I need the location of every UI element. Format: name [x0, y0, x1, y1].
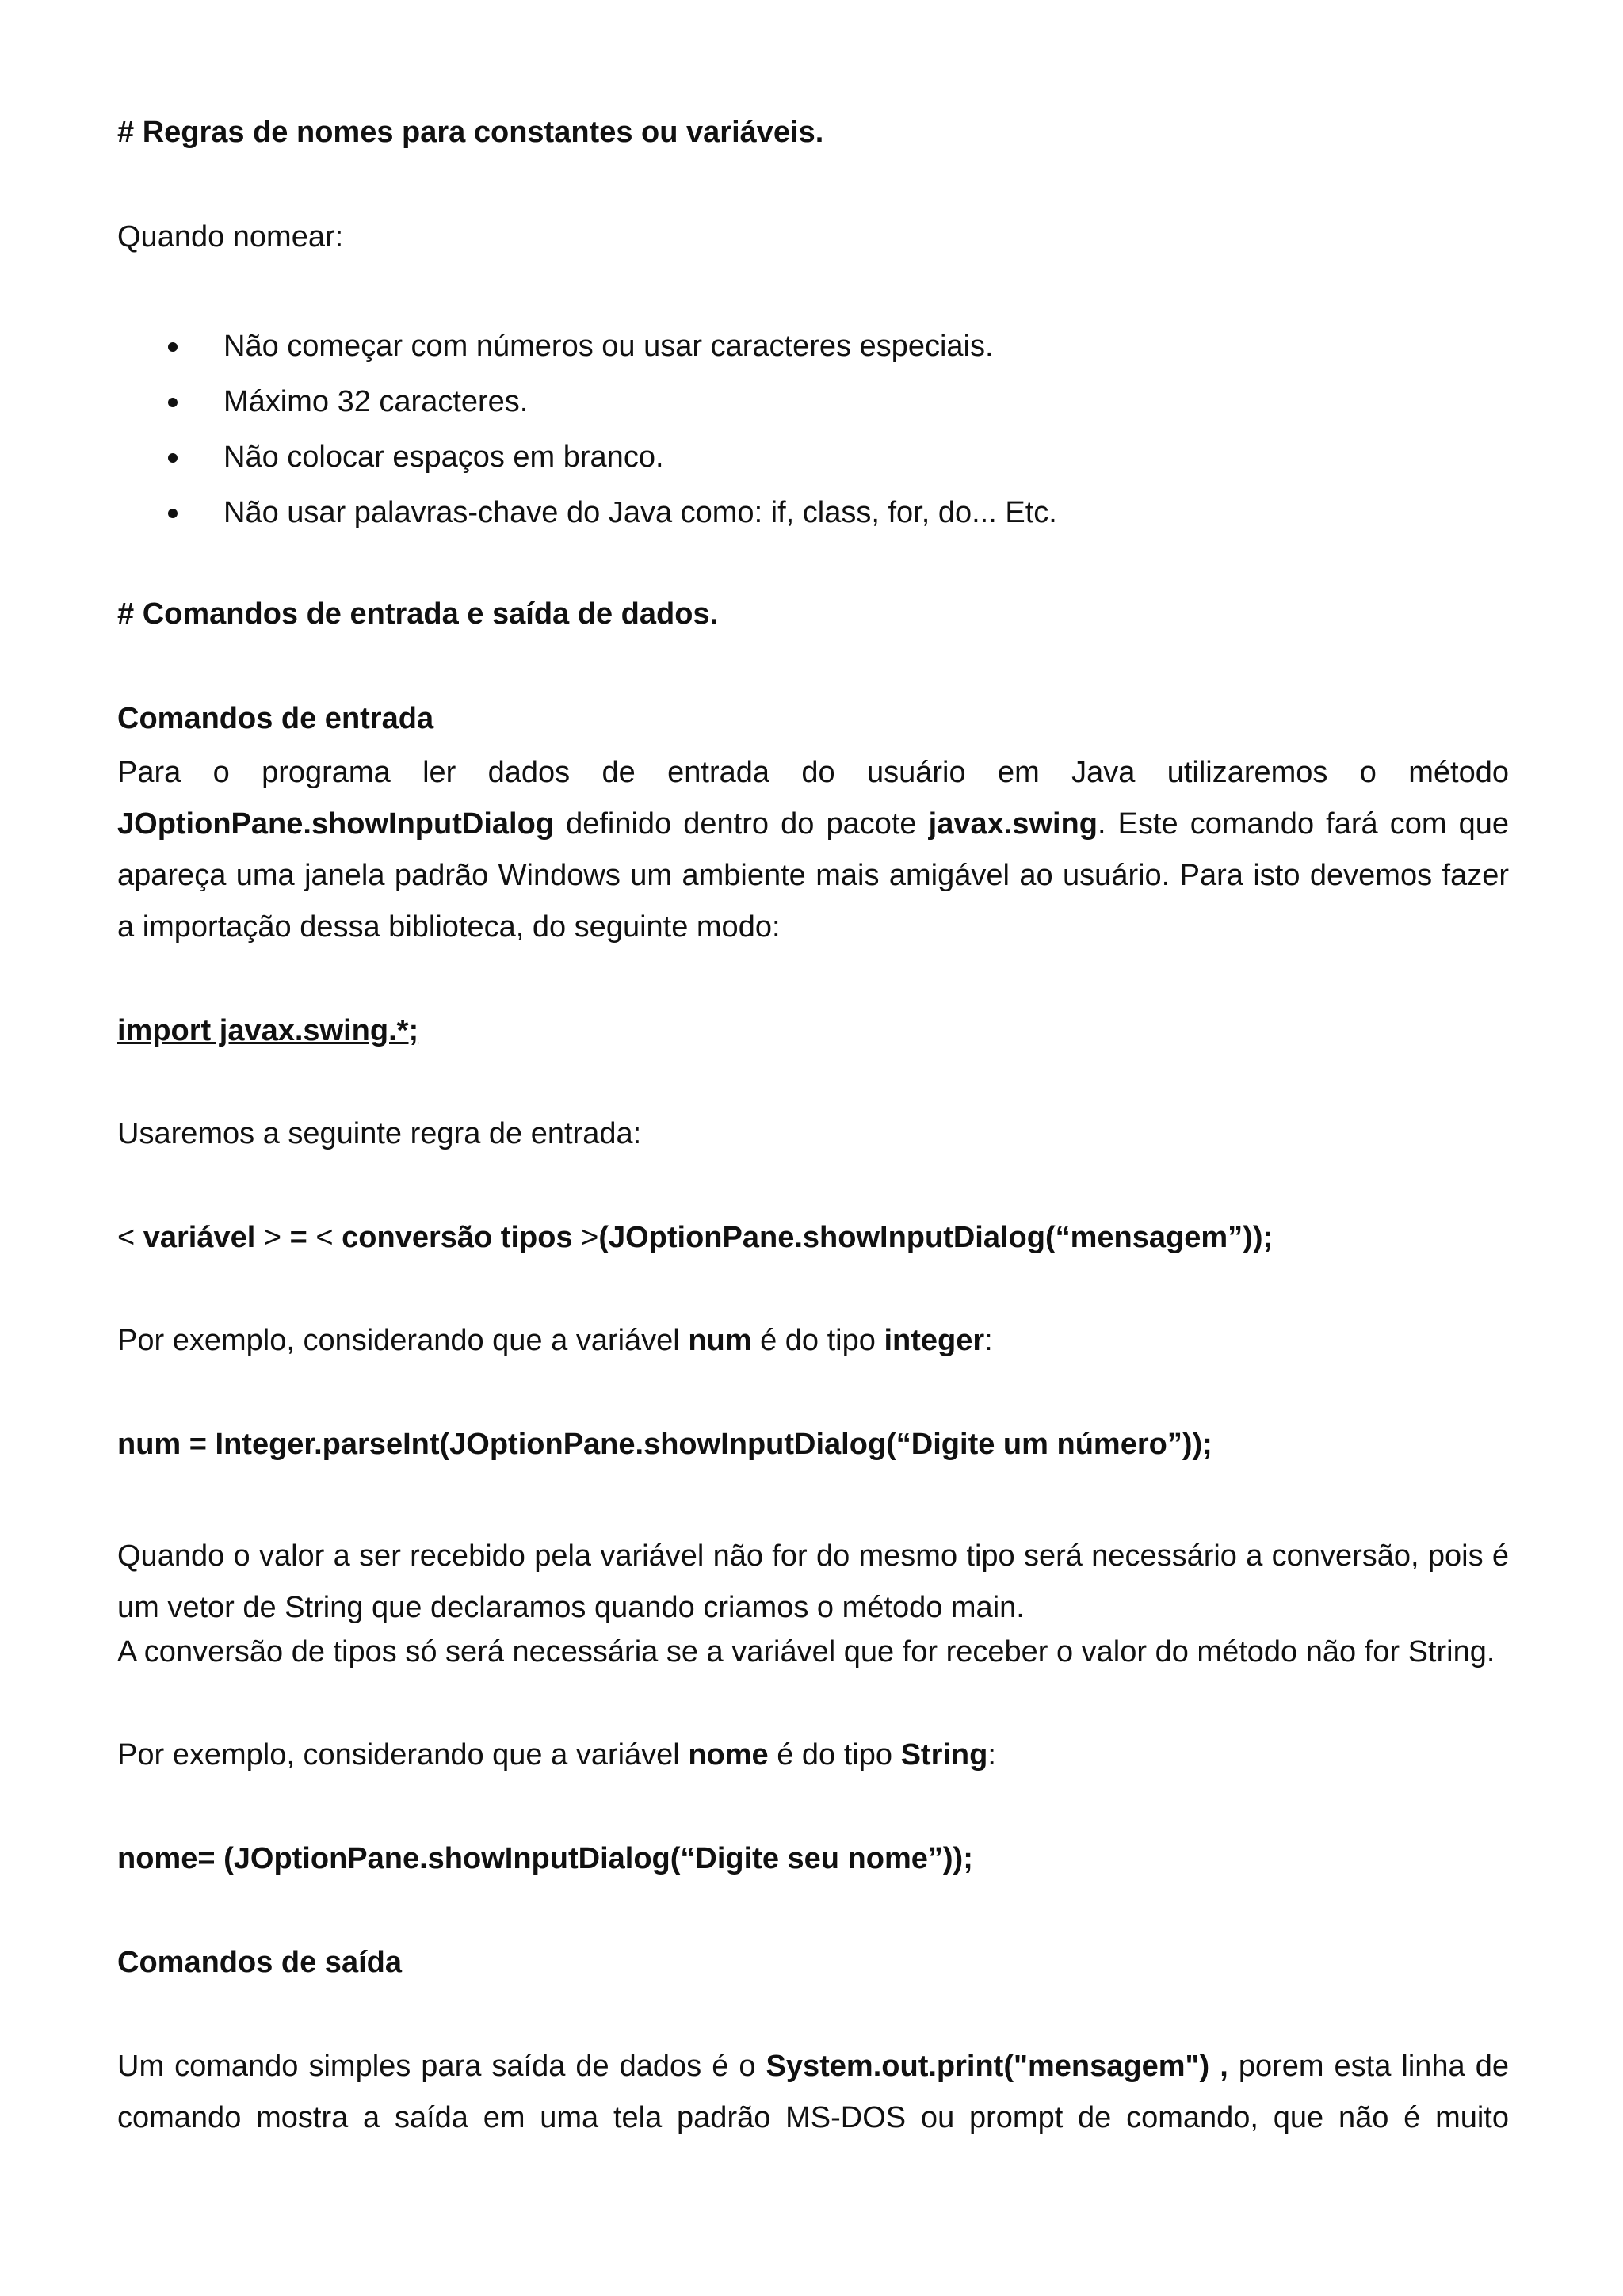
text-run: Para o programa ler dados de entrada do usuário em Java utilizaremos o método: [117, 756, 1509, 789]
text-run: Um comando simples para saída de dados é o: [117, 2050, 766, 2083]
list-item: [117, 374, 1057, 429]
list-item: [117, 318, 1057, 374]
list-item-text: Máximo 32 caracteres.: [223, 385, 529, 418]
package-name: javax.swing: [928, 807, 1098, 841]
import-statement: import javax.swing.*;: [117, 1014, 419, 1047]
heading-naming-rules: # Regras de nomes para constantes ou variáveis.: [117, 116, 824, 149]
list-item: [117, 429, 1057, 485]
input-rule-syntax: [117, 1221, 1509, 1255]
text-run: :: [984, 1324, 993, 1357]
list-item-text: Não usar palavras-chave do Java como: if, class, for, do... Etc.: [223, 496, 1057, 529]
rule-intro: Usaremos a seguinte regra de entrada:: [117, 1117, 642, 1150]
input-commands-paragraph: [117, 747, 1509, 953]
bullet-icon: [168, 342, 178, 352]
text-run: >: [572, 1221, 599, 1254]
text-run: integer: [884, 1324, 985, 1357]
heading-io-commands: # Comandos de entrada e saída de dados.: [117, 597, 719, 631]
subheading-output-commands: Comandos de saída: [117, 1946, 402, 1979]
conversion-paragraph: Quando o valor a ser recebido pela variável não for do mesmo tipo será necessário a conversão, pois é um vetor de String que declaramos quando criamos o método main.: [117, 1539, 1509, 1624]
conversion-note: A conversão de tipos só será necessária se a variável que for receber o valor do método não for String.: [117, 1635, 1495, 1669]
naming-intro: Quando nomear:: [117, 220, 344, 254]
text-run: <: [117, 1221, 143, 1254]
text-run: definido dentro do pacote: [554, 807, 929, 841]
bullet-icon: [168, 509, 178, 518]
text-run: nome: [688, 1738, 769, 1772]
text-run: num: [688, 1324, 752, 1357]
code-example-nome: nome= (JOptionPane.showInputDialog(“Digite seu nome”));: [117, 1842, 973, 1875]
method-name: JOptionPane.showInputDialog: [117, 807, 554, 841]
method-name: System.out.print("mensagem") ,: [766, 2050, 1228, 2083]
text-run: Por exemplo, considerando que a variável: [117, 1738, 689, 1772]
text-run: =: [289, 1221, 307, 1254]
text-run: é do tipo: [768, 1738, 901, 1772]
bullet-icon: [168, 453, 178, 463]
text-run: <: [307, 1221, 342, 1254]
text-run: variável: [143, 1221, 256, 1254]
text-run: é do tipo: [751, 1324, 884, 1357]
text-run: . Este comando fará com que apareça uma janela padrão Windows um ambiente mais amigável ao usuário. Para isto devemos fazer a importação dessa biblioteca, do seguinte modo:: [117, 807, 1509, 944]
code-example-num: num = Integer.parseInt(JOptionPane.showInputDialog(“Digite um número”));: [117, 1428, 1212, 1461]
text-run: String: [900, 1738, 988, 1772]
list-item-text: Não colocar espaços em branco.: [223, 441, 664, 474]
bullet-icon: [168, 398, 178, 407]
text-run: conversão tipos: [342, 1221, 573, 1254]
list-item-text: Não começar com números ou usar caracteres especiais.: [223, 330, 994, 363]
example-num-intro: [117, 1324, 1509, 1358]
subheading-input-commands: Comandos de entrada: [117, 702, 434, 735]
output-commands-paragraph: [117, 2041, 1509, 2144]
naming-rules-list: [117, 318, 1057, 540]
text-run: (JOptionPane.showInputDialog(“mensagem”));: [598, 1221, 1274, 1254]
text-run: :: [987, 1738, 996, 1772]
list-item: [117, 485, 1057, 540]
text-run: porem esta linha de comando mostra a saída em uma tela padrão MS-DOS ou prompt de comando, que não é muito: [117, 2050, 1509, 2134]
text-run: >: [255, 1221, 290, 1254]
text-run: Por exemplo, considerando que a variável: [117, 1324, 689, 1357]
example-nome-intro: [117, 1738, 1509, 1772]
